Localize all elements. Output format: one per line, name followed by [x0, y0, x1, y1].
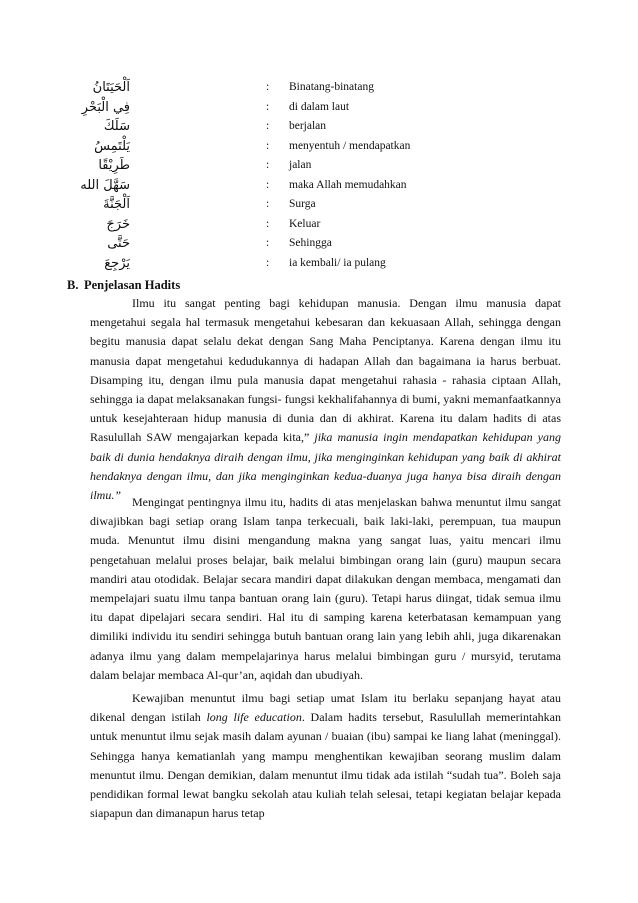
vocab-row	[0, 117, 638, 137]
colon-separator: :	[266, 81, 270, 93]
term-meaning: maka Allah memudahkan	[289, 178, 407, 191]
vocab-row	[0, 254, 638, 274]
colon-separator: :	[266, 139, 270, 152]
arabic-term: اَلْحَيَتَانُ	[92, 80, 130, 95]
arabic-term: حَتَّى	[107, 236, 130, 251]
colon-separator: :	[266, 120, 270, 132]
vocab-row	[0, 176, 638, 196]
colon-separator: :	[266, 100, 270, 113]
section-label: B.	[67, 278, 79, 292]
arabic-term: خَرَجَ	[106, 216, 130, 232]
colon-separator: :	[266, 217, 270, 230]
vocab-row	[0, 195, 638, 215]
term-meaning: di dalam laut	[289, 100, 350, 113]
arabic-term: اَلْجَنَّةَ	[103, 197, 130, 212]
colon-separator: :	[266, 256, 270, 269]
term-meaning: berjalan	[289, 120, 327, 132]
vocab-row	[0, 137, 638, 157]
vocab-row	[0, 78, 638, 98]
vocabulary-list	[0, 78, 638, 273]
arabic-term: يَلْتَمِسُ	[94, 138, 130, 154]
term-meaning: Binatang-binatang	[289, 81, 374, 93]
colon-separator: :	[266, 198, 270, 210]
arabic-term: يَرْجِعَ	[104, 255, 130, 271]
arabic-term: فِي الْبَحْرِ	[81, 99, 130, 115]
section-title: Penjelasan Hadits	[84, 278, 181, 292]
paragraph-1-text: Ilmu itu sangat penting bagi kehidupan manusia. Dengan ilmu manusia dapat mengetahui segala hal termasuk mengetahui kebesaran dan kekuasaan Allah, sehingga dengan begitu manusia dapat selalu dekat dengan Sang Maha Penciptanya. Karena dengan ilmu itu manusia dapat mengetahui kedudukannya di hadapan Allah dan bagaimana ia harus berbuat. Disamping itu, dengan ilmu pula manusia dapat mengetahui rahasia - rahasia ciptaan Allah, sehingga ia dapat melaksanakan fungsi- fungsi kekhalifahannya di bumi, yakni memanfaatkannya untuk kesejahteraan hidup manusia di dunia dan di akhirat. Karena itu dalam hadits di atas Rasulullah SAW mengajarkan kepada kita,”	[90, 296, 561, 445]
paragraph-1	[90, 294, 561, 505]
vocab-row	[0, 234, 638, 254]
term-meaning: jalan	[289, 159, 312, 171]
arabic-term: سَلَكَ	[103, 119, 130, 134]
vocab-row	[0, 156, 638, 176]
paragraph-1-quote: jika manusia ingin mendapatkan kehidupan yang baik di dunia hendaknya diraih dengan ilmu, jika menginginkan kehidupan yang baik di akhirat hendaknya dengan ilmu, dan jika menginginkan kedua-duanya juga hanya bisa diraih dengan ilmu.”	[90, 430, 561, 503]
paragraph-3	[90, 689, 561, 823]
paragraph-3-text-start: Kewajiban menuntut ilmu bagi setiap umat Islam itu berlaku sepanjang hayat atau dikenal dengan istilah	[90, 691, 561, 725]
term-meaning: Keluar	[289, 217, 321, 230]
colon-separator: :	[266, 178, 270, 191]
term-meaning: Sehingga	[289, 237, 332, 249]
arabic-term: طَرِيْقًا	[98, 158, 130, 173]
paragraph-2: Mengingat pentingnya ilmu itu, hadits di atas menjelaskan bahwa menuntut ilmu sangat diwajibkan bagi setiap orang Islam tanpa terkecuali, baik laki-laki, perempuan, tua maupun muda. Menuntut ilmu disini mengandung makna yang sangat luas, yaitu mencari ilmu pengetahuan melalui proses belajar, baik melalui bimbingan orang lain (guru) maupun secara mandiri atau otodidak. Belajar secara mandiri dapat dilakukan dengan membaca, mengamati dan mempelajari suatu ilmu tanpa bantuan orang lain (guru). Tetapi harus diingat, tidak semua ilmu itu dapat dipelajari secara sendiri. Hal itu di samping karena keterbatasan kemampuan yang dimiliki individu itu sendiri sehingga butuh bantuan orang lain yang lebih ahli, juga dikarenakan adanya ilmu yang dalam mempelajarinya harus melalui bimbingan guru / mursyid, terutama dalam belajar membaca Al-qur’an, aqidah dan ubudiyah.	[90, 495, 561, 682]
arabic-term: سَهَّلَ الله	[80, 177, 130, 193]
colon-separator: :	[266, 237, 270, 249]
colon-separator: :	[266, 159, 270, 171]
term-meaning: menyentuh / mendapatkan	[289, 139, 411, 152]
vocab-row	[0, 98, 638, 118]
section-heading	[67, 277, 180, 293]
term-meaning: Surga	[289, 198, 316, 210]
term-meaning: ia kembali/ ia pulang	[289, 256, 386, 269]
vocab-row	[0, 215, 638, 235]
paragraph-3-term: long life education	[206, 710, 302, 725]
paragraph-3-text-end: . Dalam hadits tersebut, Rasulullah memerintahkan untuk menuntut ilmu sejak masih dalam ayunan / buaian (ibu) sampai ke liang lahat (meninggal). Sehingga hanya kematianlah yang mampu menghentikan kewajiban seorang muslim dalam menuntut ilmu. Dengan demikian, dalam menuntut ilmu tidak ada istilah “sudah tua”. Boleh saja pendidikan formal lewat bangku sekolah atau kuliah telah selesai, tetapi kegiatan belajar kepada siapapun dan dimanapun harus tetap	[90, 710, 561, 821]
